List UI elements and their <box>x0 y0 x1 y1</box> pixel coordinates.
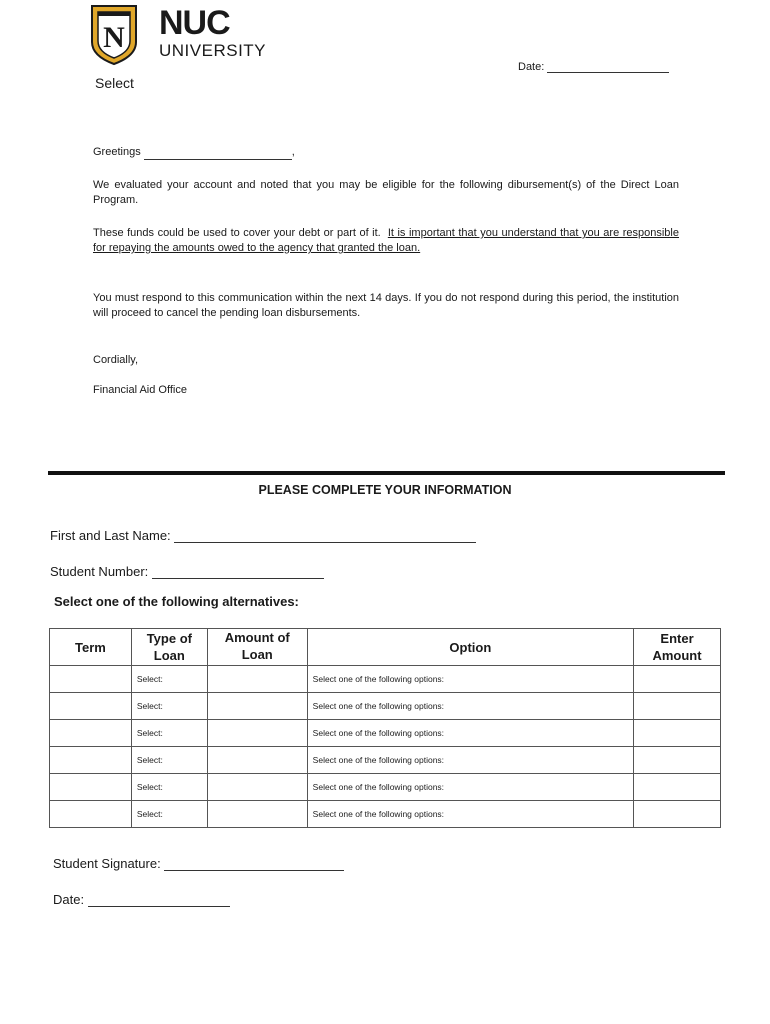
header-amount-of-loan: Amount of Loan <box>207 629 307 666</box>
term-input[interactable] <box>50 693 132 720</box>
greeting-text: Greetings <box>93 146 141 158</box>
date-label-bottom: Date: <box>53 892 85 907</box>
paragraph-eligibility: We evaluated your account and noted that you may be eligible for the following dibursement(s) of the Direct Loan Program. <box>93 179 679 206</box>
logo-subtitle: UNIVERSITY <box>159 41 267 60</box>
section-divider <box>48 471 725 475</box>
paragraph-repayment <box>93 226 679 256</box>
enter-amount-input[interactable] <box>634 693 721 720</box>
table-row <box>50 666 721 693</box>
date-label: Date: <box>518 61 545 73</box>
logo-mark: N <box>103 21 125 54</box>
option-select[interactable]: Select one of the following options: <box>307 693 633 720</box>
student-number-label: Student Number: <box>50 564 149 579</box>
student-signature-field[interactable] <box>53 856 344 871</box>
alternatives-title: Select one of the following alternatives: <box>54 594 299 609</box>
header-enter-amount: Enter Amount <box>634 629 721 666</box>
loan-type-select[interactable]: Select: <box>131 666 207 693</box>
date-field-top[interactable] <box>518 61 669 73</box>
loan-type-select[interactable]: Select: <box>131 720 207 747</box>
term-input[interactable] <box>50 774 132 801</box>
table-row <box>50 774 721 801</box>
header-term: Term <box>50 629 132 666</box>
date-input-line[interactable] <box>547 72 669 73</box>
loan-amount-input[interactable] <box>207 666 307 693</box>
loan-amount-input[interactable] <box>207 693 307 720</box>
loan-amount-input[interactable] <box>207 801 307 828</box>
enter-amount-input[interactable] <box>634 747 721 774</box>
name-input-line[interactable] <box>174 542 476 543</box>
header-option: Option <box>307 629 633 666</box>
student-number-input-line[interactable] <box>152 578 324 579</box>
enter-amount-input[interactable] <box>634 774 721 801</box>
term-input[interactable] <box>50 666 132 693</box>
greeting-suffix: , <box>291 146 295 158</box>
name-field[interactable] <box>50 528 476 543</box>
paragraph-deadline: You must respond to this communication within the next 14 days. If you do not respond during this period, the institution will proceed to cancel the pending loan disbursements. <box>93 292 679 319</box>
term-input[interactable] <box>50 801 132 828</box>
loan-amount-input[interactable] <box>207 747 307 774</box>
enter-amount-input[interactable] <box>634 666 721 693</box>
loan-type-select[interactable]: Select: <box>131 693 207 720</box>
option-select[interactable]: Select one of the following options: <box>307 720 633 747</box>
signature-label: Student Signature: <box>53 856 161 871</box>
loan-amount-input[interactable] <box>207 720 307 747</box>
option-select[interactable]: Select one of the following options: <box>307 747 633 774</box>
loan-type-select[interactable]: Select: <box>131 774 207 801</box>
enter-amount-input[interactable] <box>634 720 721 747</box>
header-type-of-loan: Type of Loan <box>131 629 207 666</box>
signoff: Financial Aid Office <box>93 384 187 396</box>
table-row <box>50 720 721 747</box>
loan-type-select[interactable]: Select: <box>131 801 207 828</box>
date-field-bottom[interactable] <box>53 892 230 907</box>
term-input[interactable] <box>50 720 132 747</box>
term-input[interactable] <box>50 747 132 774</box>
greeting-line <box>93 145 679 160</box>
form-title: PLEASE COMPLETE YOUR INFORMATION <box>258 483 512 497</box>
signature-input-line[interactable] <box>164 870 344 871</box>
greeting-name-input[interactable] <box>144 159 292 160</box>
logo-name: NUC <box>159 4 230 42</box>
name-label: First and Last Name: <box>50 528 171 543</box>
table-row <box>50 747 721 774</box>
select-dropdown[interactable]: Select <box>95 75 134 91</box>
table-header-row <box>50 629 721 666</box>
option-select[interactable]: Select one of the following options: <box>307 666 633 693</box>
closing: Cordially, <box>93 354 139 366</box>
paragraph-repayment-emphasis: It is important that you understand that you are responsible for repaying the amounts owed to the agency that granted the loan. <box>93 227 679 254</box>
option-select[interactable]: Select one of the following options: <box>307 774 633 801</box>
option-select[interactable]: Select one of the following options: <box>307 801 633 828</box>
table-row <box>50 693 721 720</box>
paragraph-repayment-plain: These funds could be used to cover your debt or part of it. <box>93 227 381 239</box>
loan-options-table <box>49 628 721 828</box>
table-row <box>50 801 721 828</box>
date-input-line-bottom[interactable] <box>88 906 230 907</box>
loan-amount-input[interactable] <box>207 774 307 801</box>
enter-amount-input[interactable] <box>634 801 721 828</box>
university-logo-icon <box>90 4 138 66</box>
student-number-field[interactable] <box>50 564 324 579</box>
loan-type-select[interactable]: Select: <box>131 747 207 774</box>
